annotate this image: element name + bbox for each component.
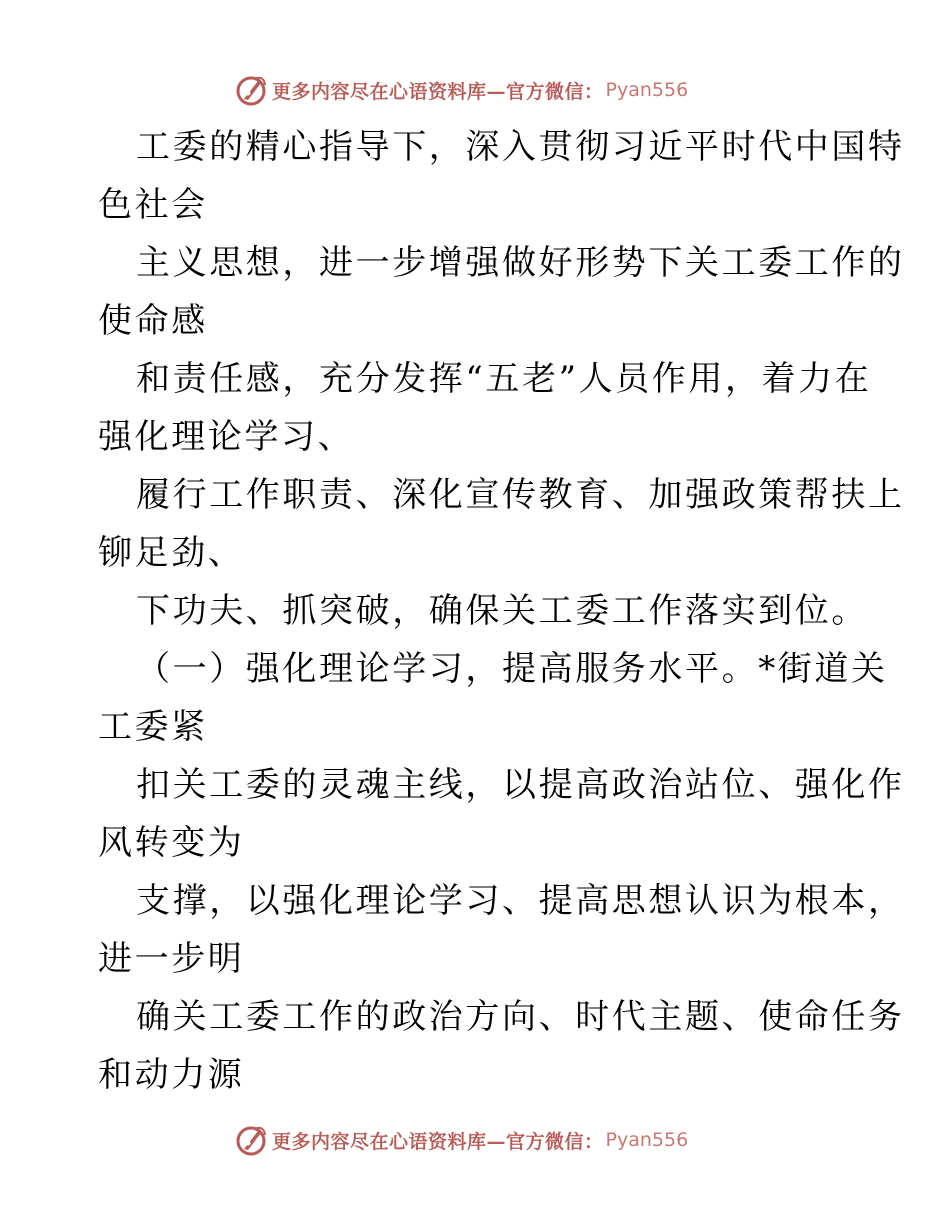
header-banner [234, 72, 688, 108]
paragraph-line: 使命感 [98, 301, 208, 341]
header-banner-text: 更多内容尽在心语资料库—官方微信： [272, 80, 604, 103]
footer-banner [234, 1122, 688, 1158]
paragraph-line: 风转变为 [98, 823, 245, 863]
paragraph-line: 和动力源 [98, 1055, 245, 1095]
paragraph-line: 色社会 [98, 185, 208, 225]
paragraph-line: 确关工委工作的政治方向、时代主题、使命任务 [136, 997, 905, 1037]
paragraph-line: 和责任感，充分发挥“五老”人员作用，着力在 [136, 359, 872, 399]
paragraph-line: 铆足劲、 [98, 533, 245, 573]
quill-pen-logo-icon [234, 1123, 268, 1157]
paragraph-line: 下功夫、抓突破，确保关工委工作落实到位。 [136, 591, 868, 631]
footer-banner-text: 更多内容尽在心语资料库—官方微信： [272, 1130, 604, 1153]
paragraph-line: 扣关工委的灵魂主线，以提高政治站位、强化作 [136, 765, 905, 805]
paragraph-line: 工委紧 [98, 707, 208, 747]
paragraph-line: 主义思想，进一步增强做好形势下关工委工作的 [136, 243, 905, 283]
footer-banner-contact: Pyan556 [605, 1129, 689, 1151]
header-banner-contact: Pyan556 [605, 79, 689, 101]
paragraph-line: 工委的精心指导下，深入贯彻习近平时代中国特 [136, 127, 905, 167]
document-body [98, 118, 905, 1104]
paragraph-line: 强化理论学习、 [98, 417, 355, 457]
section-heading-line: （一）强化理论学习，提高服务水平。*街道关 [136, 649, 888, 689]
paragraph-line: 履行工作职责、深化宣传教育、加强政策帮扶上 [136, 475, 905, 515]
paragraph-line: 进一步明 [98, 939, 245, 979]
paragraph-line: 支撑，以强化理论学习、提高思想认识为根本， [136, 881, 905, 921]
quill-pen-logo-icon [234, 73, 268, 107]
